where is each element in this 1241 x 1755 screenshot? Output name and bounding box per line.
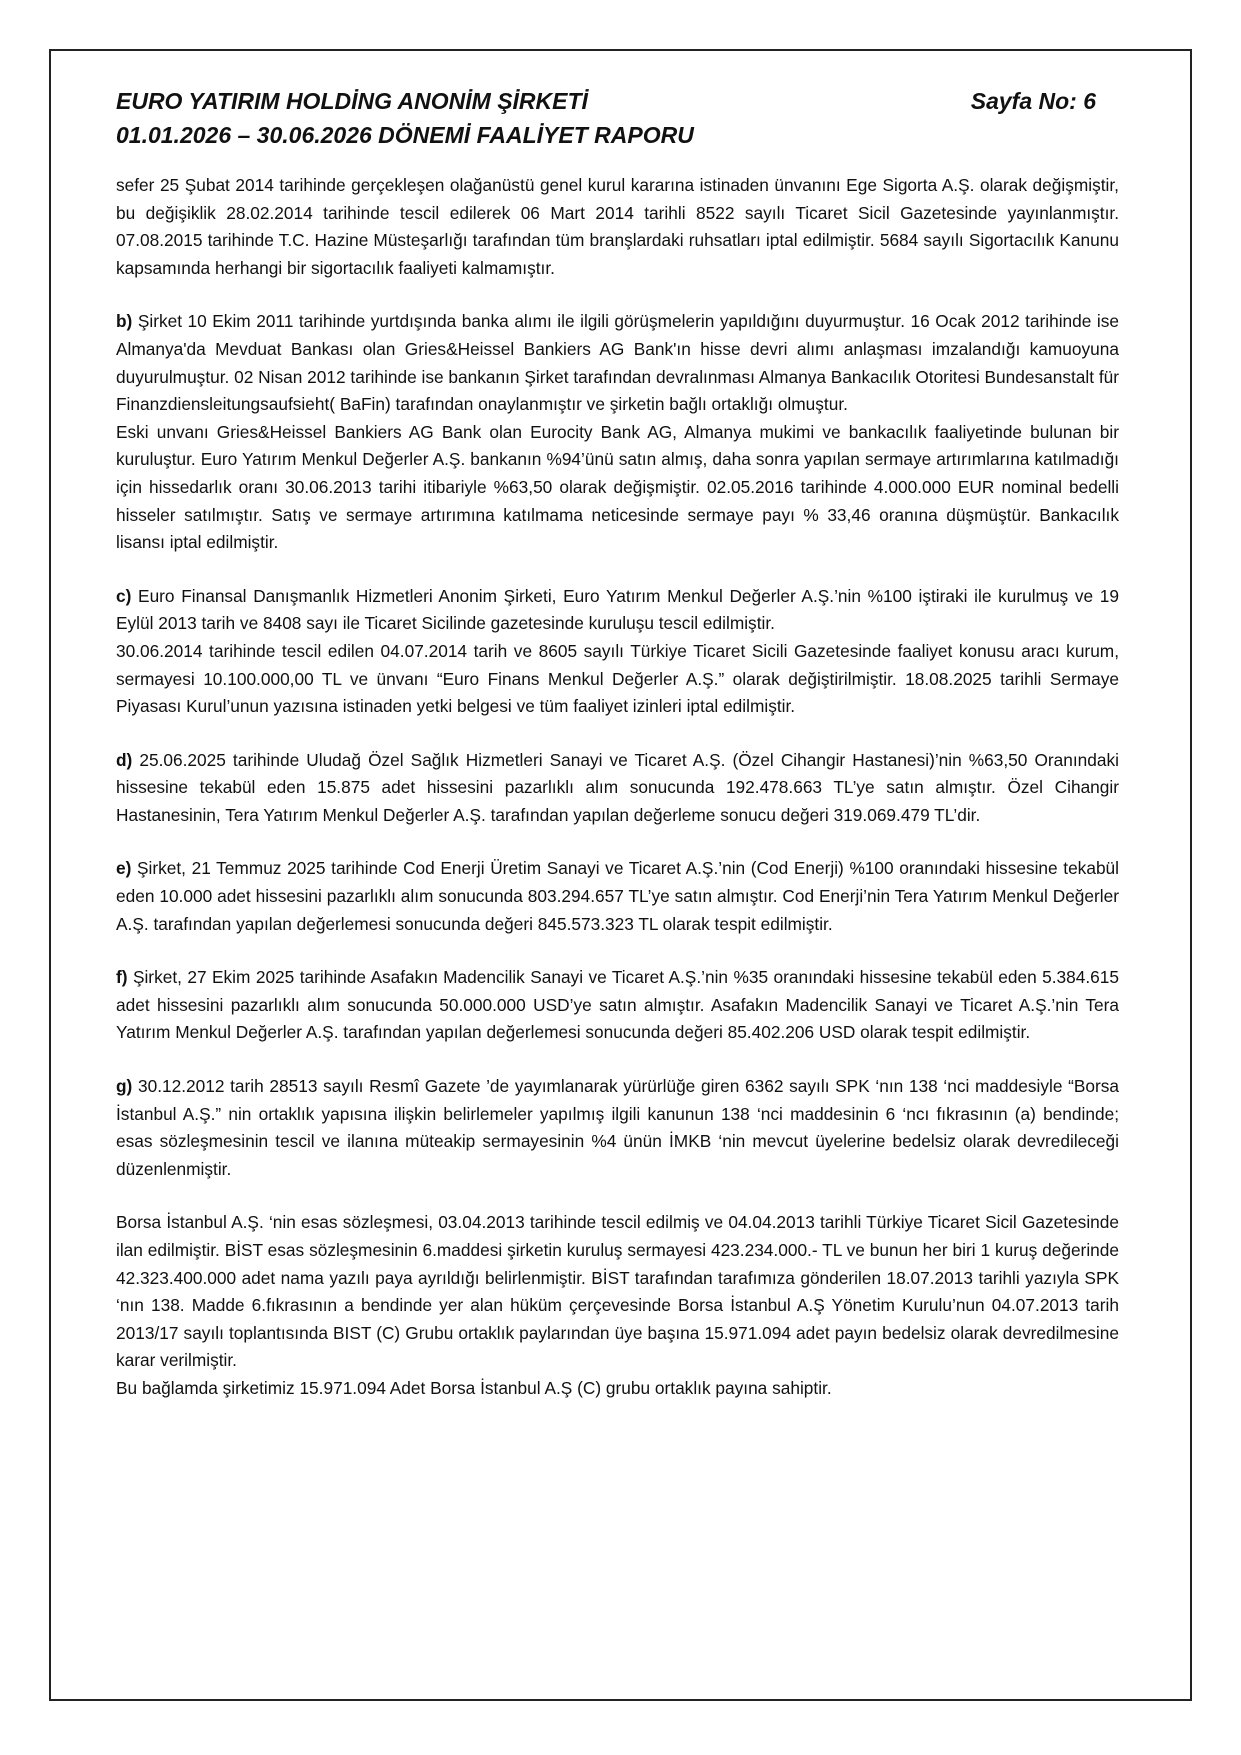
section-c-paragraph-2: 30.06.2014 tarihinde tescil edilen 04.07.2014 tarih ve 8605 sayılı Türkiye Ticaret Sicili Gazetesinde faaliyet konusu aracı kurum, sermayesi 10.100.000,00 TL ve ünvanı “Euro Finans Menkul Değerler A.Ş.” olarak değiştirilmiştir. 18.08.2025 tarihli Sermaye Piyasası Kurul’unun yazısına istinaden yetki belgesi ve tüm faaliyet izinleri iptal edilmiştir. (116, 640, 1119, 717)
document-body (116, 172, 1119, 1429)
bist-paragraph: Borsa İstanbul A.Ş. ‘nin esas sözleşmesi, 03.04.2013 tarihinde tescil edilmiş ve 04.04.2013 tarihli Türkiye Ticaret Sicil Gazetesinde ilan edilmiştir. BİST esas sözleşmesinin 6.maddesi şirketin kuruluş sermayesi 423.234.000.- TL ve bunun her biri 1 kuruş değerinde 42.323.400.000 adet nama yazılı paya ayrıldığı belirlenmiştir. BİST tarafından tarafımıza gönderilen 18.07.2013 tarihli yazıyla SPK ‘nın 138. Madde 6.fıkrasının a bendinde yer alan hüküm çerçevesinde Borsa İstanbul A.Ş Yönetim Kurulu’nun 04.07.2013 tarih 2013/17 sayılı toplantısında BIST (C) Grubu ortaklık paylarından üye başına 15.971.094 adet payın bedelsiz olarak devredilmesine karar verilmiştir. (116, 1212, 1119, 1371)
company-name: EURO YATIRIM HOLDİNG ANONİM ŞİRKETİ (116, 88, 588, 114)
section-f-paragraph (116, 964, 1119, 1047)
section-g-label: g) (116, 1076, 133, 1097)
section-c-text: Euro Finansal Danışmanlık Hizmetleri Anonim Şirketi, Euro Yatırım Menkul Değerler A.Ş.’nin %100 iştiraki ile kurulmuş ve 19 Eylül 2013 tarih ve 8408 sayı ile Ticaret Sicilinde gazetesinde kuruluşu tescil edilmiştir. (116, 585, 1119, 634)
section-e-paragraph (116, 855, 1119, 938)
section-b-paragraph (116, 308, 1119, 418)
section-f-label: f) (116, 967, 128, 988)
page-number: Sayfa No: 6 (970, 88, 1096, 114)
section-f-text: Şirket, 27 Ekim 2025 tarihinde Asafakın Madencilik Sanayi ve Ticaret A.Ş.’nin %35 oranındaki hissesine tekabül eden 5.384.615 adet hissesini pazarlıklı alım sonucunda 50.000.000 USD’ye satın almıştır. Asafakın Madencilik Sanayi ve Ticaret A.Ş.’nin Tera Yatırım Menkul Değerler A.Ş. tarafından yapılan değerlemesi sonucunda değeri 85.402.206 USD olarak tespit edilmiştir. (116, 967, 1119, 1043)
intro-paragraph: sefer 25 Şubat 2014 tarihinde gerçekleşen olağanüstü genel kurul kararına istinaden ünvanını Ege Sigorta A.Ş. olarak değişmiştir, bu değişiklik 28.02.2014 tarihinde tescil edilerek 06 Mart 2014 tarihli 8522 sayılı Ticaret Sicil Gazetesinde yayınlanmıştır. 07.08.2015 tarihinde T.C. Hazine Müsteşarlığı tarafından tüm branşlardaki ruhsatları iptal edilmiştir. 5684 sayılı Sigortacılık Kanunu kapsamında herhangi bir sigortacılık faaliyeti kalmamıştır. (116, 175, 1119, 278)
bist-closing-line: Bu bağlamda şirketimiz 15.971.094 Adet Borsa İstanbul A.Ş (C) grubu ortaklık payına sahiptir. (116, 1377, 832, 1398)
report-title: 01.01.2026 – 30.06.2026 DÖNEMİ FAALİYET RAPORU (116, 122, 694, 148)
section-g-paragraph (116, 1073, 1119, 1183)
section-b-text: Şirket 10 Ekim 2011 tarihinde yurtdışında banka alımı ile ilgili görüşmelerin yapıldığını duyurmuştur. 16 Ocak 2012 tarihinde ise Almanya'da Mevduat Bankası olan Gries&Heissel Bankiers AG Bank'ın hisse devri alımı anlaşması imzalandığı kamuoyuna duyurulmuştur. 02 Nisan 2012 tarihinde ise bankanın Şirket tarafından devralınması Almanya Bankacılık Otoritesi Bundesanstalt für Finanzdiensleitungsaufsieht( BaFin) tarafından onaylanmıştır ve şirketin bağlı ortaklığı olmuştur. (116, 311, 1119, 415)
section-g-text: 30.12.2012 tarih 28513 sayılı Resmî Gazete ’de yayımlanarak yürürlüğe giren 6362 sayılı SPK ‘nın 138 ‘nci maddesiyle “Borsa İstanbul A.Ş.” nin ortaklık yapısına ilişkin belirlemeler yapılmış ilgili kanunun 138 ‘nci maddesinin 6 ‘ncı fıkrasının (a) bendinde; esas sözleşmesinin tescil ve ilanına müteakip sermayesinin %4 ünün İMKB ‘nin mevcut üyelerine bedelsiz olarak devredileceği düzenlenmiştir. (116, 1076, 1119, 1179)
section-c-paragraph (116, 583, 1119, 638)
page-header (116, 84, 1096, 152)
section-c-label: c) (116, 585, 132, 606)
section-d-text: 25.06.2025 tarihinde Uludağ Özel Sağlık Hizmetleri Sanayi ve Ticaret A.Ş. (Özel Cihangir Hastanesi)’nin %63,50 Oranındaki hissesine tekabül eden 15.875 adet hissesini pazarlıklı alım sonucunda 192.478.663 TL’ye satın almıştır. Özel Cihangir Hastanesinin, Tera Yatırım Menkul Değerler A.Ş. tarafından yapılan değerleme sonucu değeri 319.069.479 TL’dir. (116, 749, 1119, 825)
section-b-paragraph-2: Eski unvanı Gries&Heissel Bankiers AG Bank olan Eurocity Bank AG, Almanya mukimi ve bankacılık faaliyetinde bulunan bir kuruluştur. Euro Yatırım Menkul Değerler A.Ş. bankanın %94’ünü satın almış, daha sonra yapılan sermaye artırımlarına katılmadığı için hissedarlık oranı 30.06.2013 tarihi itibariyle %63,50 olarak değişmiştir. 02.05.2016 tarihinde 4.000.000 EUR nominal bedelli hisseler satılmıştır. Satış ve sermaye artırımına katılmama neticesinde sermaye payı % 33,46 oranına düşmüştür. Bankacılık lisansı iptal edilmiştir. (116, 421, 1119, 553)
section-e-label: e) (116, 858, 132, 879)
section-e-text: Şirket, 21 Temmuz 2025 tarihinde Cod Enerji Üretim Sanayi ve Ticaret A.Ş.’nin (Cod Enerji) %100 oranındaki hissesine tekabül eden 10.000 adet hissesini pazarlıklı alım sonucunda 803.294.657 TL’ye satın almıştır. Cod Enerji’nin Tera Yatırım Menkul Değerler A.Ş. tarafından yapılan değerlemesi sonucunda değeri 845.573.323 TL olarak tespit edilmiştir. (116, 858, 1119, 934)
section-b-label: b) (116, 311, 133, 332)
section-d-paragraph (116, 747, 1119, 830)
section-d-label: d) (116, 749, 133, 770)
